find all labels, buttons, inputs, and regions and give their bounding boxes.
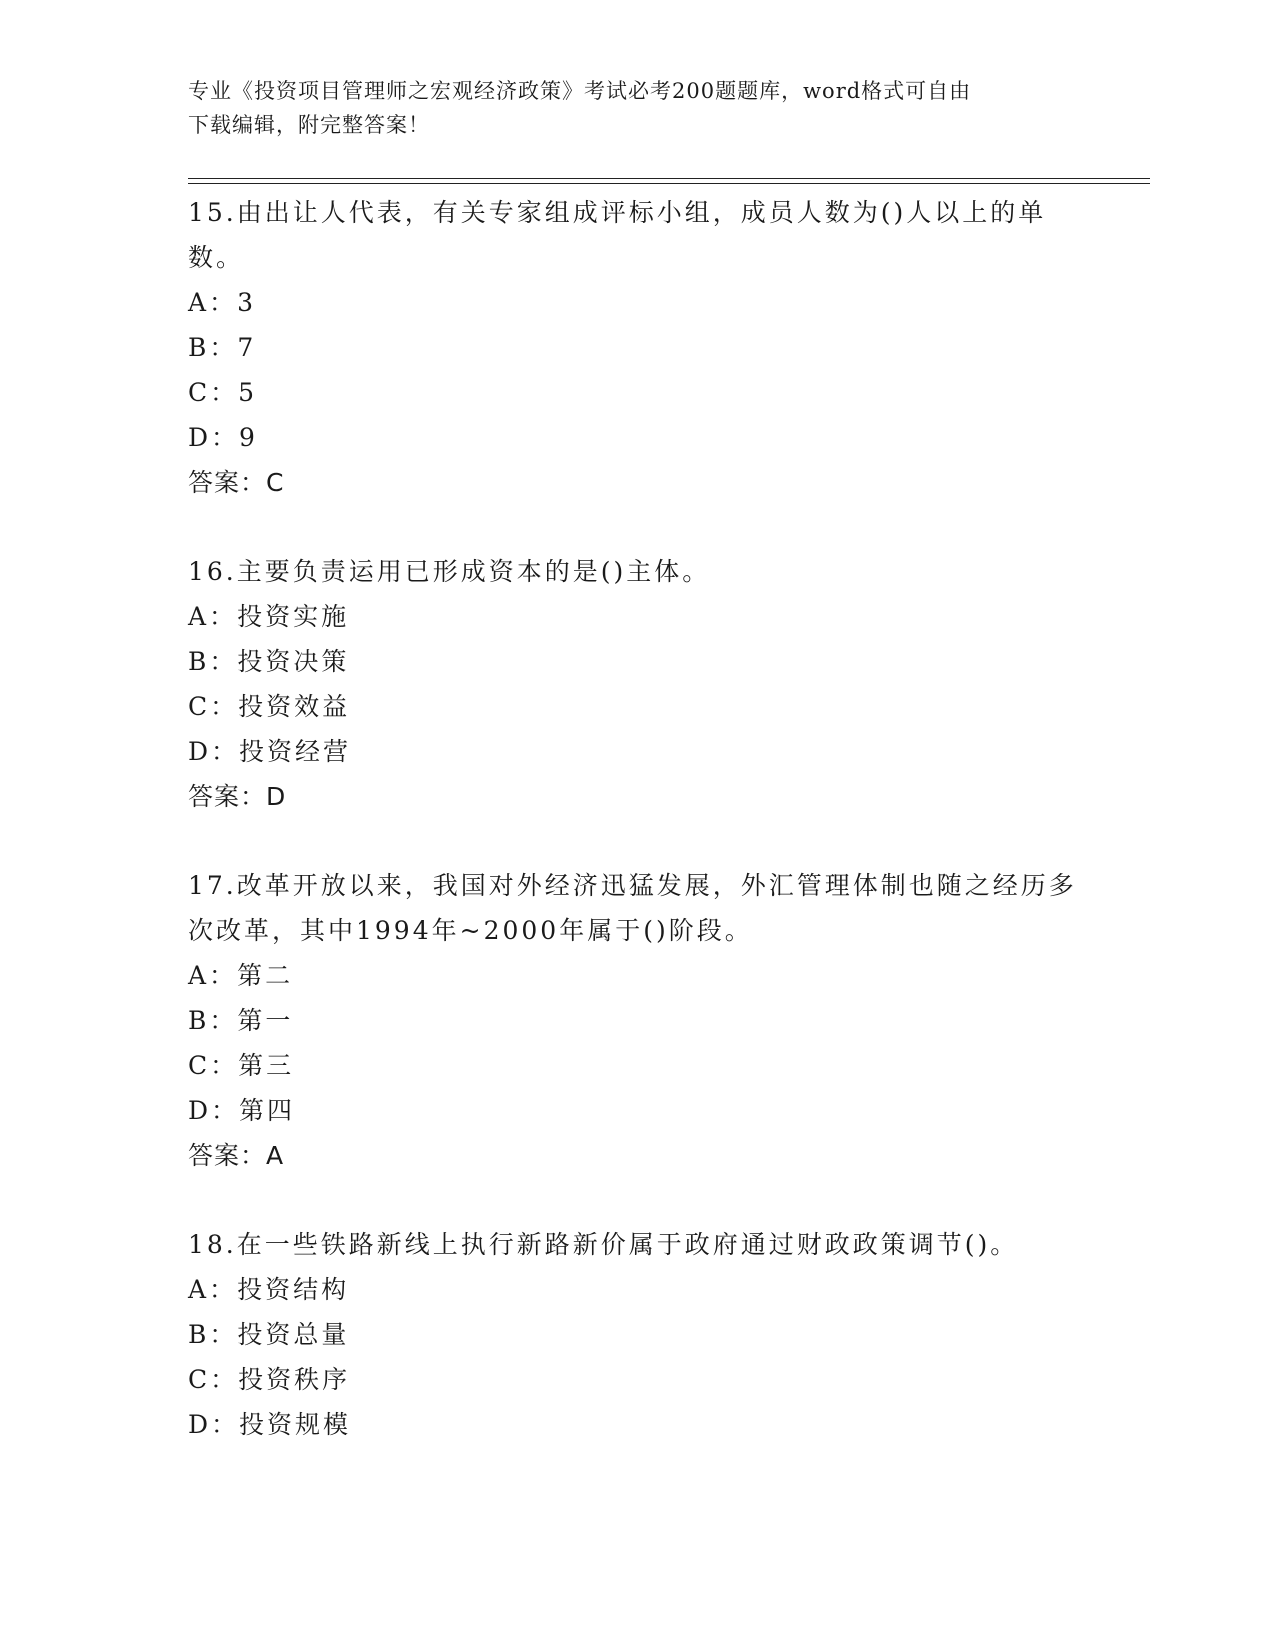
question-17 — [188, 863, 1088, 1178]
question-18 — [188, 1222, 1088, 1447]
option-c: C：投资效益 — [188, 692, 351, 721]
option-d: D：第四 — [188, 1096, 296, 1125]
option-a: A：投资结构 — [188, 1275, 350, 1304]
option-a: A：第二 — [188, 961, 294, 990]
option-c: C：第三 — [188, 1051, 295, 1080]
question-text: 18.在一些铁路新线上执行新路新价属于政府通过财政政策调节()。 — [188, 1230, 1019, 1259]
option-c: C：5 — [188, 378, 258, 407]
question-16 — [188, 549, 1088, 819]
answer-line: 答案：C — [188, 468, 285, 497]
option-b: B：投资决策 — [188, 647, 350, 676]
question-text: 16.主要负责运用已形成资本的是()主体。 — [188, 557, 711, 586]
option-a: A：3 — [188, 288, 256, 317]
option-d: D：投资规模 — [188, 1410, 352, 1439]
answer-line: 答案：A — [188, 1141, 285, 1170]
document-header — [188, 74, 1068, 142]
header-divider-bottom — [188, 183, 1150, 184]
option-b: B：第一 — [188, 1006, 294, 1035]
question-list — [188, 190, 1088, 1491]
option-b: B：投资总量 — [188, 1320, 350, 1349]
option-b: B：7 — [188, 333, 257, 362]
option-c: C：投资秩序 — [188, 1365, 351, 1394]
header-divider-top — [188, 178, 1150, 179]
header-line-1: 专业《投资项目管理师之宏观经济政策》考试必考200题题库，word格式可自由 — [188, 79, 972, 103]
option-a: A：投资实施 — [188, 602, 350, 631]
question-text: 15.由出让人代表，有关专家组成评标小组，成员人数为()人以上的单数。 — [188, 198, 1047, 272]
answer-line: 答案：D — [188, 782, 287, 811]
option-d: D：投资经营 — [188, 737, 352, 766]
question-text: 17.改革开放以来，我国对外经济迅猛发展，外汇管理体制也随之经历多次改革，其中1994年~2000年属于()阶段。 — [188, 871, 1077, 945]
option-d: D：9 — [188, 423, 258, 452]
question-15 — [188, 190, 1088, 505]
header-line-2: 下载编辑，附完整答案！ — [188, 113, 430, 137]
